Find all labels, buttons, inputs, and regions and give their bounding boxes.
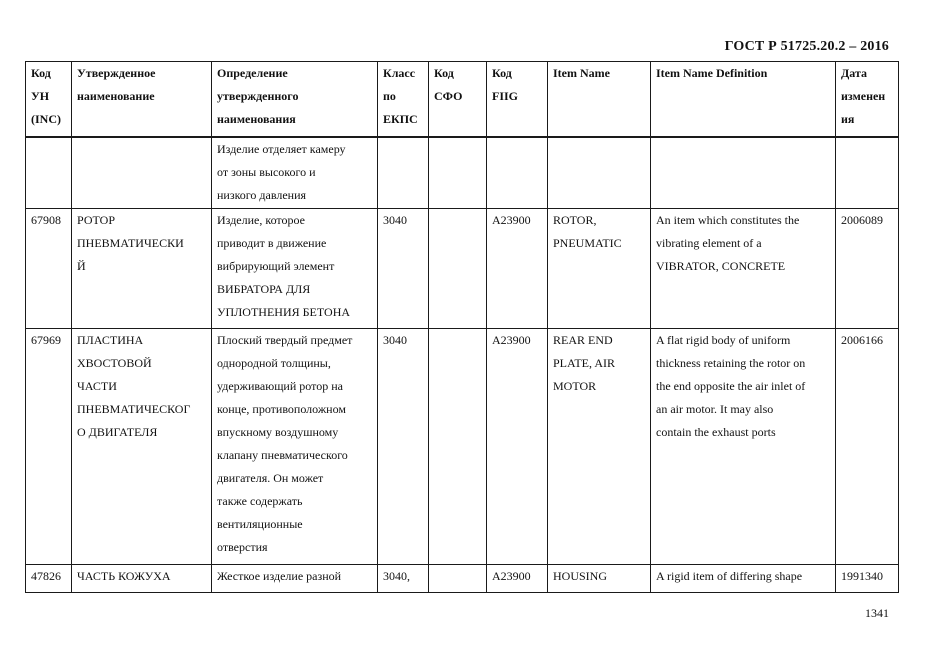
cell-text-line: ЧАСТИ xyxy=(77,379,117,393)
table-row xyxy=(26,329,899,565)
table-row xyxy=(26,137,899,209)
column-header-line: УН xyxy=(31,89,50,103)
cell-text-line: ХВОСТОВОЙ xyxy=(77,356,152,370)
cell-sfo xyxy=(429,565,487,593)
cell-text-line: вентиляционные xyxy=(217,517,303,531)
cell-text-line: A23900 xyxy=(492,333,531,347)
cell-text-line: An item which constitutes the xyxy=(656,213,800,227)
column-header-line: Дата xyxy=(841,66,867,80)
cell-item-definition xyxy=(651,329,836,565)
cell-sfo xyxy=(429,329,487,565)
cell-definition xyxy=(212,565,378,593)
column-header-line: наименование xyxy=(77,89,155,103)
column-header-item-name xyxy=(548,62,651,137)
cell-name xyxy=(72,565,212,593)
cell-item-definition xyxy=(651,209,836,329)
cell-inc xyxy=(26,329,72,565)
column-header-line: СФО xyxy=(434,89,463,103)
table-header xyxy=(26,62,899,137)
cell-text-line: впускному воздушному xyxy=(217,425,339,439)
cell-date xyxy=(836,329,899,565)
cell-class xyxy=(378,329,429,565)
cell-definition xyxy=(212,137,378,209)
cell-inc xyxy=(26,209,72,329)
column-header-item-definition xyxy=(651,62,836,137)
column-header-definition xyxy=(212,62,378,137)
cell-text-line: 3040 xyxy=(383,213,407,227)
cell-definition xyxy=(212,209,378,329)
cell-text-line: contain the exhaust ports xyxy=(656,425,776,439)
cell-text-line: A rigid item of differing shape xyxy=(656,569,803,583)
cell-text-line: конце, противоположном xyxy=(217,402,346,416)
column-header-line: FIIG xyxy=(492,89,519,103)
cell-text-line: УПЛОТНЕНИЯ БЕТОНА xyxy=(217,305,351,319)
cell-inc xyxy=(26,137,72,209)
cell-text-line: PNEUMATIC xyxy=(553,236,622,250)
cell-text-line: также содержать xyxy=(217,494,303,508)
cell-text-line: HOUSING xyxy=(553,569,607,583)
cell-definition xyxy=(212,329,378,565)
cell-inc xyxy=(26,565,72,593)
column-header-line: Определение xyxy=(217,66,288,80)
column-header-line: Утвержденное xyxy=(77,66,156,80)
cell-text-line: 47826 xyxy=(31,569,61,583)
cell-text-line: A23900 xyxy=(492,569,531,583)
cell-text-line: 67969 xyxy=(31,333,61,347)
cell-text-line: vibrating element of a xyxy=(656,236,762,250)
cell-text-line: двигателя. Он может xyxy=(217,471,324,485)
column-header-line: ЕКПС xyxy=(383,112,418,126)
cell-item-name xyxy=(548,329,651,565)
column-header-fiig xyxy=(487,62,548,137)
cell-date xyxy=(836,209,899,329)
column-header-line: наименования xyxy=(217,112,296,126)
cell-text-line: РОТОР xyxy=(77,213,115,227)
cell-text-line: приводит в движение xyxy=(217,236,327,250)
cell-text-line: Жесткое изделие разной xyxy=(217,569,342,583)
cell-name xyxy=(72,137,212,209)
cell-fiig xyxy=(487,137,548,209)
cell-name xyxy=(72,329,212,565)
cell-date xyxy=(836,137,899,209)
cell-text-line: 3040, xyxy=(383,569,410,583)
cell-text-line: ПНЕВМАТИЧЕСКОГ xyxy=(77,402,191,416)
cell-name xyxy=(72,209,212,329)
cell-item-name xyxy=(548,565,651,593)
column-header-line: Item Name Definition xyxy=(656,66,768,80)
cell-text-line: PLATE, AIR xyxy=(553,356,616,370)
column-header-sfo xyxy=(429,62,487,137)
cell-text-line: низкого давления xyxy=(217,187,307,202)
cell-text-line: ПЛАСТИНА xyxy=(77,333,144,347)
cell-item-name xyxy=(548,209,651,329)
cell-text-line: удерживающий ротор на xyxy=(217,379,343,393)
cell-text-line: ВИБРАТОРА ДЛЯ xyxy=(217,282,311,296)
cell-text-line: Плоский твердый предмет xyxy=(217,333,353,347)
column-header-line: утвержденного xyxy=(217,89,299,103)
cell-text-line: 2006089 xyxy=(841,213,883,227)
item-names-table xyxy=(25,61,899,593)
cell-text-line: Й xyxy=(77,259,86,273)
table-row xyxy=(26,209,899,329)
cell-text-line: A23900 xyxy=(492,213,531,227)
cell-item-name xyxy=(548,137,651,209)
cell-item-definition xyxy=(651,137,836,209)
cell-sfo xyxy=(429,209,487,329)
column-header-line: Код xyxy=(31,66,51,80)
cell-text-line: О ДВИГАТЕЛЯ xyxy=(77,425,158,439)
cell-class xyxy=(378,137,429,209)
cell-date xyxy=(836,565,899,593)
column-header-inc xyxy=(26,62,72,137)
cell-fiig xyxy=(487,565,548,593)
column-header-line: Код xyxy=(434,66,454,80)
cell-fiig xyxy=(487,209,548,329)
column-header-line: изменен xyxy=(841,89,886,103)
column-header-date xyxy=(836,62,899,137)
cell-text-line: 2006166 xyxy=(841,333,883,347)
document-header: ГОСТ Р 51725.20.2 – 2016 xyxy=(724,39,889,54)
cell-text-line: REAR END xyxy=(553,333,613,347)
cell-text-line: ЧАСТЬ КОЖУХА xyxy=(77,569,171,583)
cell-sfo xyxy=(429,137,487,209)
cell-text-line: отверстия xyxy=(217,540,268,554)
header-row xyxy=(26,62,899,137)
cell-text-line: 3040 xyxy=(383,333,407,347)
cell-text-line: the end opposite the air inlet of xyxy=(656,379,806,393)
page-number: 1341 xyxy=(865,606,889,620)
column-header-class xyxy=(378,62,429,137)
table-row xyxy=(26,565,899,593)
cell-text-line: от зоны высокого и xyxy=(217,164,316,179)
cell-text-line: MOTOR xyxy=(553,379,597,393)
cell-text-line: ROTOR, xyxy=(553,213,597,227)
cell-item-definition xyxy=(651,565,836,593)
table-body xyxy=(26,137,899,593)
cell-fiig xyxy=(487,329,548,565)
cell-class xyxy=(378,565,429,593)
cell-text-line: VIBRATOR, CONCRETE xyxy=(656,259,786,273)
cell-text-line: ПНЕВМАТИЧЕСКИ xyxy=(77,236,184,250)
cell-text-line: Изделие отделяет камеру xyxy=(217,141,346,156)
column-header-line: Класс xyxy=(383,66,416,80)
cell-text-line: клапану пневматического xyxy=(217,448,348,462)
cell-text-line: 1991340 xyxy=(841,569,883,583)
cell-class xyxy=(378,209,429,329)
column-header-line: по xyxy=(383,89,396,103)
cell-text-line: an air motor. It may also xyxy=(656,402,774,416)
cell-text-line: 67908 xyxy=(31,213,61,227)
cell-text-line: вибрирующий элемент xyxy=(217,259,335,273)
cell-text-line: однородной толщины, xyxy=(217,356,331,370)
column-header-line: Item Name xyxy=(553,66,610,80)
cell-text-line: thickness retaining the rotor on xyxy=(656,356,806,370)
cell-text-line: Изделие, которое xyxy=(217,213,305,227)
cell-text-line: A flat rigid body of uniform xyxy=(656,333,791,347)
column-header-line: Код xyxy=(492,66,512,80)
column-header-name xyxy=(72,62,212,137)
column-header-line: (INC) xyxy=(31,112,61,126)
column-header-line: ия xyxy=(841,112,855,126)
